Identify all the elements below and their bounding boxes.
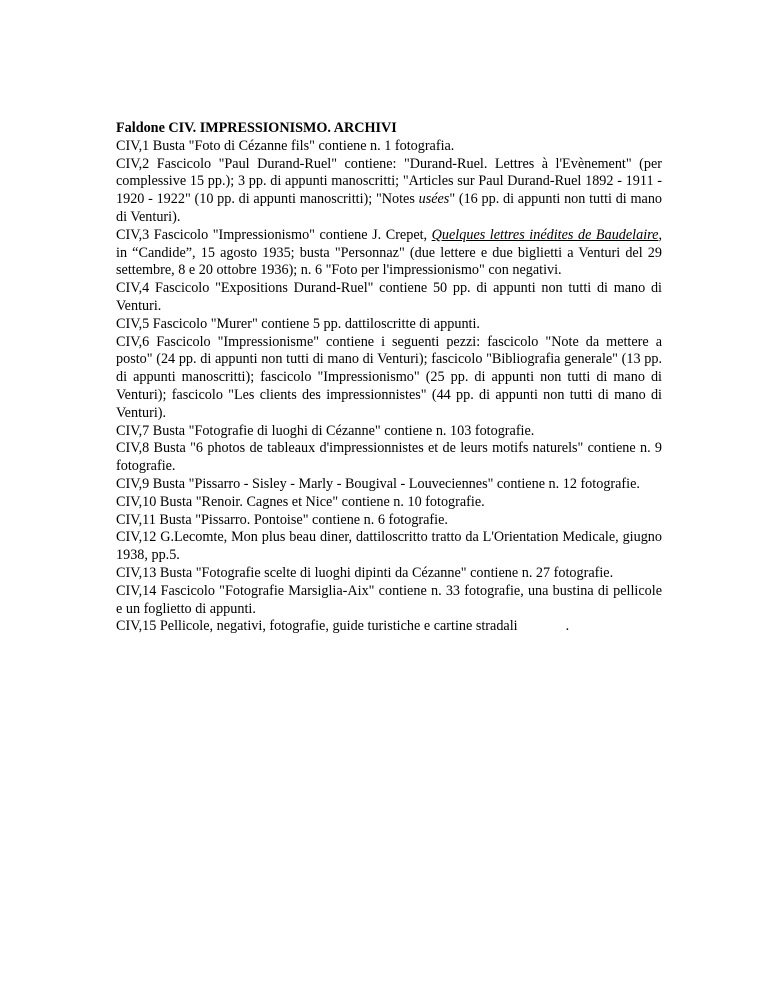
entry-civ-8: CIV,8 Busta "6 photos de tableaux d'impressionnistes et de leurs motifs naturels" contiene n. 9 fotografie. [116, 440, 662, 475]
entry-civ-3-text-end: , in “Candide”, 15 agosto 1935; busta "Personnaz" (due lettere e due biglietti a Venturi del 29 settembre, 8 e 20 ottobre 1936); n. 6 "Foto per l'impressionismo" con negativi. [116, 226, 662, 279]
entry-civ-15-trailing-period: . [565, 618, 570, 635]
entry-civ-15 [116, 618, 662, 636]
entry-civ-1: CIV,1 Busta "Foto di Cézanne fils" contiene n. 1 fotografia. [116, 137, 455, 154]
entry-civ-2-text: CIV,2 Fascicolo "Paul Durand-Ruel" contiene: "Durand-Ruel. Lettres à l'Evènement" (per complessive 15 pp.); 3 pp. di appunti manoscritti; "Articles sur Paul Durand-Ruel 1892 - 1911 - 1920 - 1922" (10 pp. di appunti manoscritti); "Notes [116, 155, 662, 208]
entry-civ-7: CIV,7 Busta "Fotografie di luoghi di Cézanne" contiene n. 103 fotografie. [116, 422, 535, 439]
entry-civ-5: CIV,5 Fascicolo "Murer" contiene 5 pp. dattiloscritte di appunti. [116, 315, 480, 332]
entry-civ-14: CIV,14 Fascicolo "Fotografie Marsiglia-Aix" contiene n. 33 fotografie, una bustina di pellicole e un foglietto di appunti. [116, 582, 662, 617]
entry-civ-11: CIV,11 Busta "Pissarro. Pontoise" contiene n. 6 fotografie. [116, 511, 448, 528]
entry-civ-10: CIV,10 Busta "Renoir. Cagnes et Nice" contiene n. 10 fotografie. [116, 493, 485, 510]
entry-civ-2-italic: usées [418, 191, 450, 208]
entry-civ-15-text: CIV,15 Pellicole, negativi, fotografie, guide turistiche e cartine stradali [116, 618, 518, 635]
entry-civ-4: CIV,4 Fascicolo "Expositions Durand-Ruel" contiene 50 pp. di appunti non tutti di mano di Venturi. [116, 280, 662, 314]
document-page [116, 120, 662, 636]
entry-civ-9: CIV,9 Busta "Pissarro - Sisley - Marly - Bougival - Louveciennes" contiene n. 12 fotografie. [116, 475, 640, 492]
entry-civ-2 [116, 156, 662, 227]
entry-civ-12: CIV,12 G.Lecomte, Mon plus beau diner, dattiloscritto tratto da L'Orientation Medicale, giugno 1938, pp.5. [116, 529, 662, 564]
entry-civ-3-text: CIV,3 Fascicolo "Impressionismo" contiene J. Crepet, [116, 226, 432, 243]
entry-civ-2-text-end: " (16 pp. di appunti non tutti di mano di Venturi). [116, 191, 663, 225]
document-title: Faldone CIV. IMPRESSIONISMO. ARCHIVI [116, 120, 397, 136]
entry-civ-13: CIV,13 Busta "Fotografie scelte di luoghi dipinti da Cézanne" contiene n. 27 fotografie. [116, 564, 614, 581]
entry-civ-3 [116, 227, 662, 280]
entry-civ-3-book-title: Quelques lettres inédites de Baudelaire [431, 226, 659, 243]
entry-civ-6: CIV,6 Fascicolo "Impressionisme" contiene i seguenti pezzi: fascicolo "Note da mettere a posto" (24 pp. di appunti non tutti di mano di Venturi); fascicolo "Bibliografia generale" (13 pp. di appunti manoscritti); fascicolo "Impressionismo" (25 pp. di appunti non tutti di mano di Venturi); fascicolo "Les clients des impressionnistes" (44 pp. di appunti non tutti di mano di Venturi). [116, 333, 662, 421]
